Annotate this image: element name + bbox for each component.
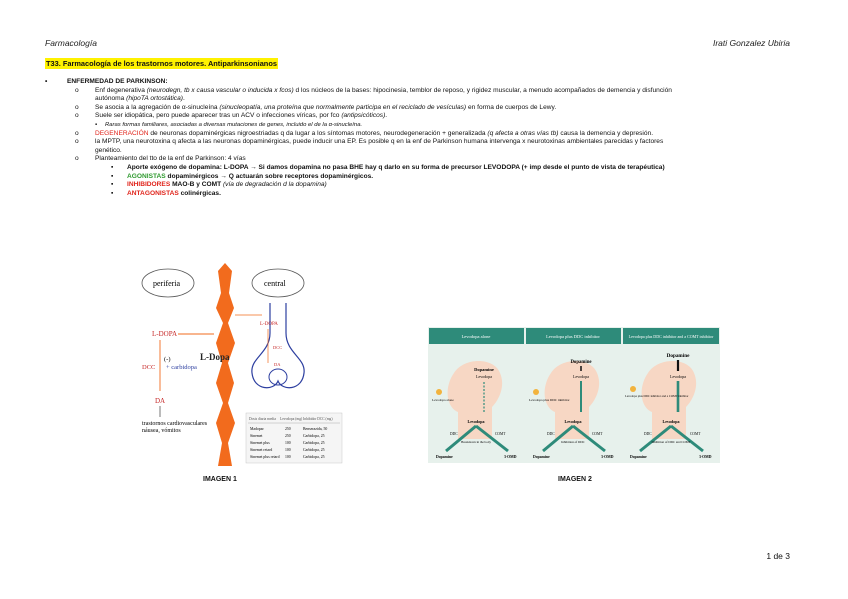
list-subitem: ▪ AGONISTAS dopaminérgicos → Q actuarán sobre receptores dopaminérgicos. (111, 172, 374, 180)
central-label: central (264, 279, 286, 288)
inhibition-label: Inhibition of DDC (561, 440, 585, 444)
panel-title: Levodopa plus DDC inhibitor and a COMT inhibitor (628, 334, 714, 339)
document-body (45, 78, 805, 198)
ddc-label: DDC (644, 432, 652, 436)
periferia-label: periferia (153, 279, 181, 288)
dopamine-output: Dopamine (630, 455, 647, 459)
table-cell: Madopar (250, 427, 264, 431)
table-header-cell: Inhibidor DCC (mg) (303, 417, 333, 421)
levodopa-label: Levodopa (564, 419, 582, 424)
table-cell: Carbidopa, 25 (303, 448, 325, 452)
header-subject: Farmacología (45, 38, 97, 48)
image-1-caption: IMAGEN 1 (203, 476, 237, 483)
dcc-small-label: DCC (273, 345, 283, 350)
list-subitem: ▪ ANTAGONISTAS colinérgicas. (111, 189, 221, 197)
dopamine-label: Dopamine (666, 353, 690, 359)
list-item: o Suele ser idiopática, pero puede aparecer tras un ACV o infecciones víricas, por fco (antipsicóticos). (75, 112, 388, 120)
table-cell: Sinemet plus retard (250, 455, 280, 459)
panel-title: Levodopa plus DDC inhibitor (546, 334, 600, 339)
ddc-label: DDC (547, 432, 555, 436)
image-2-caption: IMAGEN 2 (558, 476, 592, 483)
table-cell: 250 (285, 434, 291, 438)
pill-icon (436, 389, 442, 395)
left-label: Levodopa plus DDC inhibitor (529, 398, 570, 402)
levodopa-label: Levodopa (573, 374, 589, 379)
list-item: o Planteamiento del tto de la enf de Parkinson: 4 vías (75, 155, 246, 163)
image-1-diagram (140, 263, 345, 466)
dose-table (246, 413, 342, 463)
list-item: o Se asocia a la agregación de α-sinucleína (sinucleopatía, una proteína que normalmente participa en el reciclado de vesículas) en forma de cuerpos de Lewy. (75, 103, 557, 111)
table-cell: Sinemet plus (250, 441, 270, 445)
table-cell: Benserazida, 50 (303, 427, 328, 431)
omd-output: 3-OMD (504, 455, 517, 459)
header-author: Irati Gonzalez Ubiria (712, 38, 790, 48)
inhibition-label: Inhibition of DDC and COMT (651, 440, 691, 444)
table-cell: Sinemet (250, 434, 263, 438)
table-cell: Carbidopa, 25 (303, 434, 325, 438)
dopamine-output: Dopamine (436, 455, 453, 459)
section-heading: • ENFERMEDAD DE PARKINSON: (45, 78, 168, 85)
comt-label: COMT (592, 432, 603, 436)
ldopa-label: L-DOPA (152, 330, 178, 338)
table-cell: 100 (285, 455, 291, 459)
da-small-label: DA (274, 362, 281, 367)
comt-label: COMT (495, 432, 506, 436)
dopamine-output: Dopamine (533, 455, 550, 459)
ldopa-big-label: L-Dopa (200, 352, 230, 362)
pill-icon (630, 386, 636, 392)
list-item: o Enf degenerativa (neurodegn, tb x causa vascular o inducida x fcos) d los núcleos de la bases: hipocinesia, temblor de reposo, y rigidez muscular, a menudo acompañados de demencia y disfunción autónoma (hipoTA ortostática). (75, 86, 672, 103)
levodopa-label: Levodopa (662, 419, 680, 424)
left-label: Levodopa plus DDC inhibitor and a COMT inhibitor (625, 394, 689, 398)
inhibition-label: Breakdown in the body (461, 440, 491, 444)
panel-title: Levodopa alone (461, 334, 491, 339)
ldopa-small-label: L-DOPA (260, 322, 278, 327)
table-cell: Sinemet retard (250, 448, 273, 452)
image-2-diagram (428, 327, 720, 463)
comt-label: COMT (690, 432, 701, 436)
carbidopa-label: + carbidopa (166, 364, 197, 371)
list-item: o la MPTP, una neurotoxina q afecta a las neuronas dopaminérgicas, puede inducir una EP. Es posible q en la enf de Parkinson humana intervenga x neurotoxinas ambientales parecidas y factores genético. (75, 138, 664, 154)
side-effects-label-2: náusea, vómitos (142, 428, 181, 434)
table-header-cell: Levodopa (mg) (280, 417, 303, 421)
ddc-label: DDC (450, 432, 458, 436)
list-subitem: ▪ Raras formas familiares, asociadas a diversas mutaciones de genes, incluido el de la α-sinucleína. (95, 121, 363, 128)
page-number: 1 de 3 (766, 551, 790, 561)
side-effects-label: trastornos cardiovasculares (142, 421, 208, 427)
levodopa-label: Levodopa (670, 374, 686, 379)
table-cell: 250 (285, 427, 291, 431)
list-subitem: ▪ Aporte exógeno de dopamina: L-DOPA → Si damos dopamina no pasa BHE hay q darlo en su forma de precursor LEVODOPA (+ imp desde el punto de vista de terapéutica) (111, 163, 665, 171)
dopamine-label: Dopamine (474, 367, 494, 372)
da-label: DA (155, 397, 166, 405)
left-label: Levodopa alone (432, 398, 454, 402)
bullet-l1: • (45, 78, 48, 85)
document-title: T33. Farmacología de los trastornos motores. Antiparkinsonianos (46, 59, 277, 68)
table-cell: Carbidopa, 25 (303, 455, 325, 459)
omd-output: 3-OMD (699, 455, 712, 459)
levodopa-label: Levodopa (467, 419, 485, 424)
pill-icon (533, 389, 539, 395)
table-header-cell: Dosis diaria media (249, 417, 276, 421)
list-subitem: ▪ INHIBIDORES MAO-B y COMT (vía de degradación d la dopamina) (111, 181, 327, 189)
table-cell: 100 (285, 448, 291, 452)
dopamine-label: Dopamine (570, 360, 592, 365)
table-cell: 100 (285, 441, 291, 445)
dcc-label: DCC (142, 364, 156, 371)
table-cell: Carbidopa, 25 (303, 441, 325, 445)
minus-label: (-) (164, 356, 171, 363)
omd-output: 3-OMD (601, 455, 614, 459)
levodopa-label: Levodopa (476, 374, 492, 379)
list-item: o DEGENERACIÓN de neuronas dopaminérgicas nigroestriadas q da lugar a los síntomas motores, neurodegeneración + generalizada (q afecta a otras vías tb) causa la demencia y depresión. (75, 129, 654, 137)
